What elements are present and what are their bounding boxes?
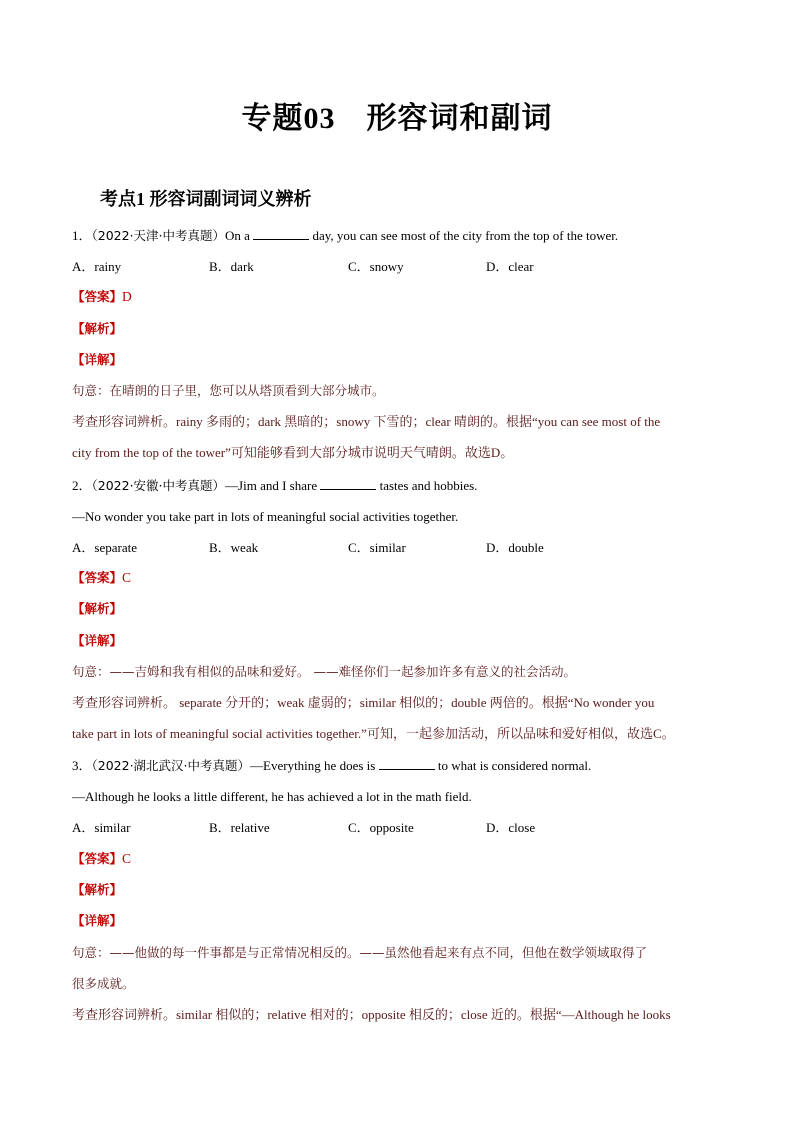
- explanation-line: 考查形容词辨析。 separate 分开的；weak 虚弱的；similar 相似的；double 两倍的。根据“No wonder you: [72, 695, 655, 710]
- sentence-meaning: 句意：——他做的每一件事都是与正常情况相反的。——虽然他看起来有点不同，但他在数学领域取得了: [72, 945, 648, 960]
- sentence-meaning: 句意：在晴朗的日子里，您可以从塔顶看到大部分城市。: [72, 383, 385, 398]
- answer-line: 【答案】C: [72, 851, 132, 866]
- answer-line: 【答案】D: [72, 289, 132, 304]
- explanation-line: take part in lots of meaningful social activities together.”可知，一起参加活动，所以品味和爱好相似，故选C。: [72, 726, 675, 741]
- answer-blank: [253, 227, 309, 240]
- option-a: A．rainy: [72, 259, 122, 274]
- section-heading: 考点1 形容词副词词义辨析: [100, 189, 312, 209]
- option-d: D．clear: [486, 259, 534, 274]
- question-1-stem: 1．（2022·天津·中考真题）On a day, you can see most of the city from the top of the tower.: [72, 228, 619, 243]
- answer-blank: [379, 757, 435, 770]
- question-number: 3．: [72, 758, 92, 773]
- detail-label: 【详解】: [72, 352, 123, 367]
- option-a: A．separate: [72, 540, 137, 555]
- analysis-label: 【解析】: [72, 882, 123, 897]
- answer-value: C: [122, 851, 132, 866]
- option-b: B．weak: [209, 540, 259, 555]
- explanation-line: city from the top of the tower”可知能够看到大部分城市说明天气晴朗。故选D。: [72, 445, 514, 460]
- question-number: 2．: [72, 478, 92, 493]
- sentence-meaning: 句意：——吉姆和我有相似的品味和爱好。 ——难怪你们一起参加许多有意义的社会活动。: [72, 664, 576, 679]
- detail-label: 【详解】: [72, 633, 123, 648]
- explanation-line: 考查形容词辨析。rainy 多雨的；dark 黑暗的；snowy 下雪的；clear 晴朗的。根据“you can see most of the: [72, 414, 661, 429]
- question-2-stem: 2．（2022·安徽·中考真题）—Jim and I share tastes and hobbies.: [72, 478, 478, 493]
- option-c: C．opposite: [348, 820, 414, 835]
- answer-blank: [320, 477, 376, 490]
- explanation-line: 考查形容词辨析。similar 相似的；relative 相对的；opposite 相反的；close 近的。根据“—Although he looks: [72, 1007, 671, 1022]
- option-a: A．similar: [72, 820, 131, 835]
- question-3-reply: —Although he looks a little different, he has achieved a lot in the math field.: [72, 789, 472, 804]
- analysis-label: 【解析】: [72, 321, 123, 336]
- option-b: B．dark: [209, 259, 254, 274]
- answer-line: 【答案】C: [72, 570, 132, 585]
- question-source: （2022·湖北武汉·中考真题）: [91, 758, 251, 773]
- page-title: 专题03 形容词和副词: [241, 102, 553, 135]
- sentence-meaning: 很多成就。: [72, 976, 135, 991]
- option-d: D．close: [486, 820, 536, 835]
- question-source: （2022·天津·中考真题）: [91, 228, 226, 243]
- analysis-label: 【解析】: [72, 601, 123, 616]
- question-source: （2022·安徽·中考真题）: [91, 478, 226, 493]
- option-b: B．relative: [209, 820, 270, 835]
- question-3-stem: 3．（2022·湖北武汉·中考真题）—Everything he does is to what is considered normal.: [72, 758, 592, 773]
- option-d: D．double: [486, 540, 544, 555]
- question-number: 1．: [72, 228, 92, 243]
- option-c: C．snowy: [348, 259, 404, 274]
- detail-label: 【详解】: [72, 913, 123, 928]
- answer-value: D: [122, 289, 132, 304]
- option-c: C．similar: [348, 540, 406, 555]
- question-2-reply: —No wonder you take part in lots of meaningful social activities together.: [72, 509, 459, 524]
- answer-value: C: [122, 570, 132, 585]
